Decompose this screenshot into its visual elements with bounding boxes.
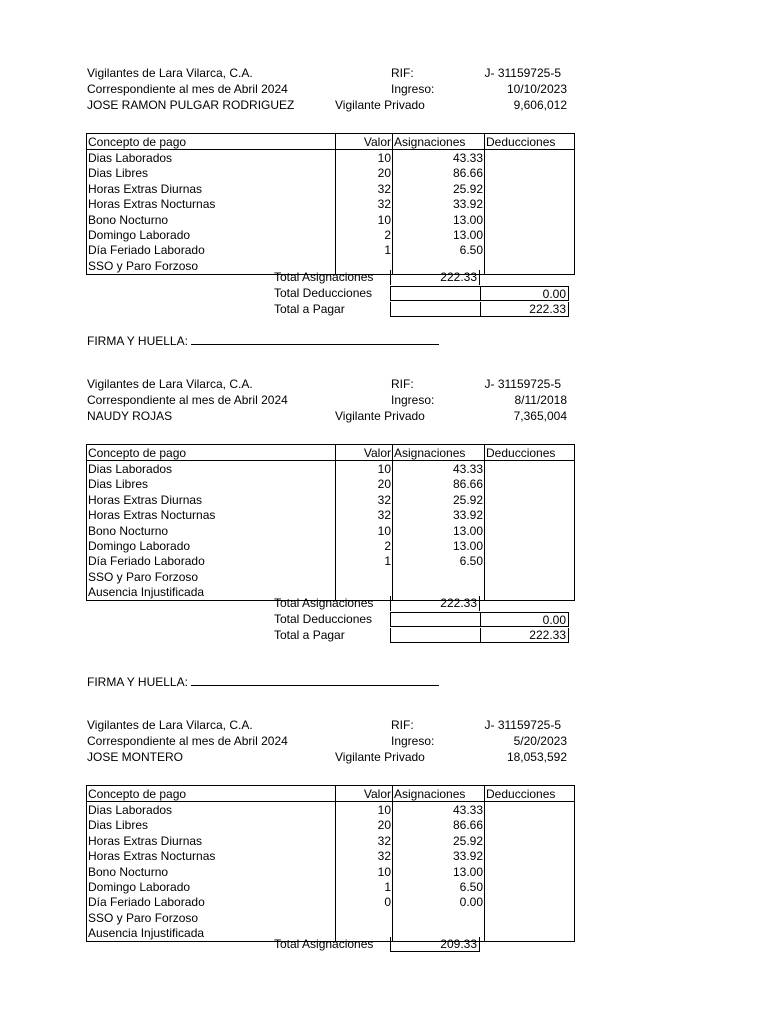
row-deduccion	[485, 849, 575, 864]
rif-label: RIF:	[391, 377, 414, 391]
row-concept: Dias Laborados	[87, 150, 336, 166]
table-header-row	[87, 134, 575, 150]
row-deduccion	[485, 461, 575, 477]
employee-id: 18,053,592	[506, 750, 567, 764]
header-valor: Valor	[336, 445, 393, 461]
row-concept: Dias Laborados	[87, 802, 336, 818]
total-pagar-label: Total a Pagar	[274, 628, 345, 642]
row-deduccion	[485, 895, 575, 910]
header-asignaciones: Asignaciones	[393, 786, 485, 802]
row-valor: 10	[336, 523, 393, 538]
row-asignacion: 33.92	[393, 197, 485, 212]
row-valor: 1	[336, 554, 393, 569]
row-concept: Ausencia Injustificada	[87, 926, 336, 942]
row-deduccion	[485, 569, 575, 584]
row-concept: Bono Nocturno	[87, 864, 336, 879]
total-asignaciones-value: 222.33	[390, 596, 480, 611]
table-row	[87, 508, 575, 523]
row-deduccion	[485, 879, 575, 894]
row-concept: Horas Extras Nocturnas	[87, 849, 336, 864]
ingreso-date: 5/20/2023	[513, 734, 567, 748]
signature-label: FIRMA Y HUELLA:	[87, 675, 188, 689]
period-text: Correspondiente al mes de Abril 2024	[87, 734, 288, 748]
row-asignacion	[393, 910, 485, 925]
employee-name: JOSE RAMON PULGAR RODRIGUEZ	[87, 98, 295, 112]
row-asignacion: 13.00	[393, 212, 485, 227]
company-name: Vigilantes de Lara Vilarca, C.A.	[87, 718, 253, 732]
row-asignacion: 13.00	[393, 864, 485, 879]
table-row	[87, 477, 575, 492]
table-row	[87, 243, 575, 258]
rif-value: J- 31159725-5	[484, 377, 561, 391]
table-row	[87, 523, 575, 538]
total-asignaciones-value: 209.33	[390, 937, 480, 952]
total-pagar-label: Total a Pagar	[274, 302, 345, 316]
rif-value: J- 31159725-5	[484, 718, 561, 732]
signature-field	[87, 673, 439, 689]
total-asignaciones-value: 222.33	[390, 270, 480, 285]
row-asignacion: 13.00	[393, 227, 485, 242]
row-deduccion	[485, 477, 575, 492]
row-valor: 10	[336, 802, 393, 818]
row-concept: Día Feriado Laborado	[87, 895, 336, 910]
row-deduccion	[485, 910, 575, 925]
row-concept: Bono Nocturno	[87, 212, 336, 227]
row-concept: Dias Libres	[87, 166, 336, 181]
total-asignaciones-label: Total Asignaciones	[274, 270, 374, 284]
header-concepto: Concepto de pago	[87, 786, 336, 802]
row-valor: 32	[336, 849, 393, 864]
row-concept: Horas Extras Nocturnas	[87, 508, 336, 523]
table-row	[87, 849, 575, 864]
total-deducciones-empty	[390, 612, 481, 627]
total-deducciones-label: Total Deducciones	[274, 612, 373, 626]
table-row	[87, 197, 575, 212]
employee-id: 7,365,004	[513, 409, 567, 423]
row-asignacion: 6.50	[393, 243, 485, 258]
row-valor: 32	[336, 833, 393, 848]
table-row	[87, 150, 575, 166]
total-deducciones-value: 0.00	[480, 286, 569, 301]
period-text: Correspondiente al mes de Abril 2024	[87, 393, 288, 407]
header-valor: Valor	[336, 786, 393, 802]
ingreso-label: Ingreso:	[391, 734, 435, 748]
employee-name: JOSE MONTERO	[87, 750, 184, 764]
ingreso-date: 10/10/2023	[506, 82, 567, 96]
ingreso-label: Ingreso:	[391, 393, 435, 407]
table-row	[87, 212, 575, 227]
table-row	[87, 879, 575, 894]
employee-position: Vigilante Privado	[335, 409, 425, 423]
header-deducciones: Deducciones	[485, 445, 575, 461]
row-concept: Día Feriado Laborado	[87, 243, 336, 258]
row-valor: 10	[336, 461, 393, 477]
row-deduccion	[485, 585, 575, 601]
row-deduccion	[485, 523, 575, 538]
table-row	[87, 554, 575, 569]
company-name: Vigilantes de Lara Vilarca, C.A.	[87, 377, 253, 391]
row-valor: 1	[336, 243, 393, 258]
header-valor: Valor	[336, 134, 393, 150]
payment-table	[86, 785, 575, 942]
row-valor: 2	[336, 538, 393, 553]
row-concept: Horas Extras Diurnas	[87, 492, 336, 507]
ingreso-date: 8/11/2018	[514, 393, 567, 407]
total-asignaciones-label: Total Asignaciones	[274, 596, 374, 610]
row-deduccion	[485, 197, 575, 212]
employee-id: 9,606,012	[513, 98, 567, 112]
row-asignacion: 13.00	[393, 538, 485, 553]
row-valor: 0	[336, 895, 393, 910]
table-row	[87, 181, 575, 196]
row-valor: 32	[336, 197, 393, 212]
company-name: Vigilantes de Lara Vilarca, C.A.	[87, 66, 253, 80]
row-deduccion	[485, 166, 575, 181]
row-asignacion	[393, 569, 485, 584]
total-pagar-value: 222.33	[480, 302, 569, 317]
row-asignacion: 25.92	[393, 833, 485, 848]
row-concept: Horas Extras Diurnas	[87, 181, 336, 196]
row-deduccion	[485, 926, 575, 942]
signature-field	[87, 332, 439, 348]
row-asignacion: 86.66	[393, 166, 485, 181]
employee-position: Vigilante Privado	[335, 750, 425, 764]
signature-line	[191, 332, 439, 345]
payment-table	[86, 444, 575, 601]
row-asignacion: 43.33	[393, 150, 485, 166]
row-deduccion	[485, 150, 575, 166]
period-text: Correspondiente al mes de Abril 2024	[87, 82, 288, 96]
row-valor: 32	[336, 181, 393, 196]
row-deduccion	[485, 227, 575, 242]
table-row	[87, 802, 575, 818]
table-row	[87, 538, 575, 553]
row-deduccion	[485, 802, 575, 818]
row-valor: 10	[336, 150, 393, 166]
row-deduccion	[485, 818, 575, 833]
row-concept: SSO y Paro Forzoso	[87, 910, 336, 925]
rif-label: RIF:	[391, 66, 414, 80]
total-pagar-empty	[390, 302, 481, 317]
signature-label: FIRMA Y HUELLA:	[87, 334, 188, 348]
row-valor: 20	[336, 166, 393, 181]
row-valor: 20	[336, 477, 393, 492]
row-concept: Domingo Laborado	[87, 538, 336, 553]
row-valor: 10	[336, 212, 393, 227]
total-deducciones-value: 0.00	[480, 612, 569, 627]
row-asignacion: 0.00	[393, 895, 485, 910]
row-valor: 32	[336, 508, 393, 523]
employee-position: Vigilante Privado	[335, 98, 425, 112]
total-asignaciones-label: Total Asignaciones	[274, 937, 374, 951]
table-header-row	[87, 786, 575, 802]
row-asignacion: 86.66	[393, 477, 485, 492]
employee-name: NAUDY ROJAS	[87, 409, 173, 423]
table-row	[87, 492, 575, 507]
table-header-row	[87, 445, 575, 461]
row-deduccion	[485, 554, 575, 569]
row-concept: SSO y Paro Forzoso	[87, 258, 336, 274]
table-row	[87, 910, 575, 925]
row-concept: Bono Nocturno	[87, 523, 336, 538]
row-deduccion	[485, 181, 575, 196]
total-deducciones-empty	[390, 286, 481, 301]
row-deduccion	[485, 833, 575, 848]
header-asignaciones: Asignaciones	[393, 445, 485, 461]
ingreso-label: Ingreso:	[391, 82, 435, 96]
table-row	[87, 569, 575, 584]
row-concept: Día Feriado Laborado	[87, 554, 336, 569]
row-asignacion: 6.50	[393, 879, 485, 894]
table-row	[87, 166, 575, 181]
row-valor: 2	[336, 227, 393, 242]
row-asignacion: 13.00	[393, 523, 485, 538]
table-row	[87, 461, 575, 477]
row-valor	[336, 910, 393, 925]
row-concept: Domingo Laborado	[87, 227, 336, 242]
row-asignacion: 43.33	[393, 461, 485, 477]
header-deducciones: Deducciones	[485, 134, 575, 150]
table-row	[87, 895, 575, 910]
row-deduccion	[485, 508, 575, 523]
payment-table	[86, 133, 575, 275]
rif-value: J- 31159725-5	[484, 66, 561, 80]
row-deduccion	[485, 258, 575, 274]
total-deducciones-label: Total Deducciones	[274, 286, 373, 300]
row-concept: Dias Laborados	[87, 461, 336, 477]
row-concept: Ausencia Injustificada	[87, 585, 336, 601]
row-valor: 20	[336, 818, 393, 833]
row-valor	[336, 569, 393, 584]
row-asignacion: 33.92	[393, 508, 485, 523]
header-concepto: Concepto de pago	[87, 134, 336, 150]
row-concept: Domingo Laborado	[87, 879, 336, 894]
total-pagar-value: 222.33	[480, 628, 569, 643]
header-deducciones: Deducciones	[485, 786, 575, 802]
row-asignacion: 25.92	[393, 492, 485, 507]
row-concept: Horas Extras Nocturnas	[87, 197, 336, 212]
row-asignacion: 25.92	[393, 181, 485, 196]
row-valor: 1	[336, 879, 393, 894]
table-row	[87, 833, 575, 848]
row-deduccion	[485, 492, 575, 507]
row-concept: Horas Extras Diurnas	[87, 833, 336, 848]
row-concept: SSO y Paro Forzoso	[87, 569, 336, 584]
row-deduccion	[485, 538, 575, 553]
row-concept: Dias Libres	[87, 818, 336, 833]
row-valor: 32	[336, 492, 393, 507]
row-asignacion: 43.33	[393, 802, 485, 818]
table-row	[87, 227, 575, 242]
row-deduccion	[485, 212, 575, 227]
signature-line	[191, 673, 439, 686]
row-asignacion: 86.66	[393, 818, 485, 833]
header-concepto: Concepto de pago	[87, 445, 336, 461]
total-pagar-empty	[390, 628, 481, 643]
table-row	[87, 864, 575, 879]
row-concept: Dias Libres	[87, 477, 336, 492]
row-asignacion: 6.50	[393, 554, 485, 569]
table-row	[87, 818, 575, 833]
row-asignacion: 33.92	[393, 849, 485, 864]
header-asignaciones: Asignaciones	[393, 134, 485, 150]
rif-label: RIF:	[391, 718, 414, 732]
row-valor: 10	[336, 864, 393, 879]
row-deduccion	[485, 243, 575, 258]
row-deduccion	[485, 864, 575, 879]
